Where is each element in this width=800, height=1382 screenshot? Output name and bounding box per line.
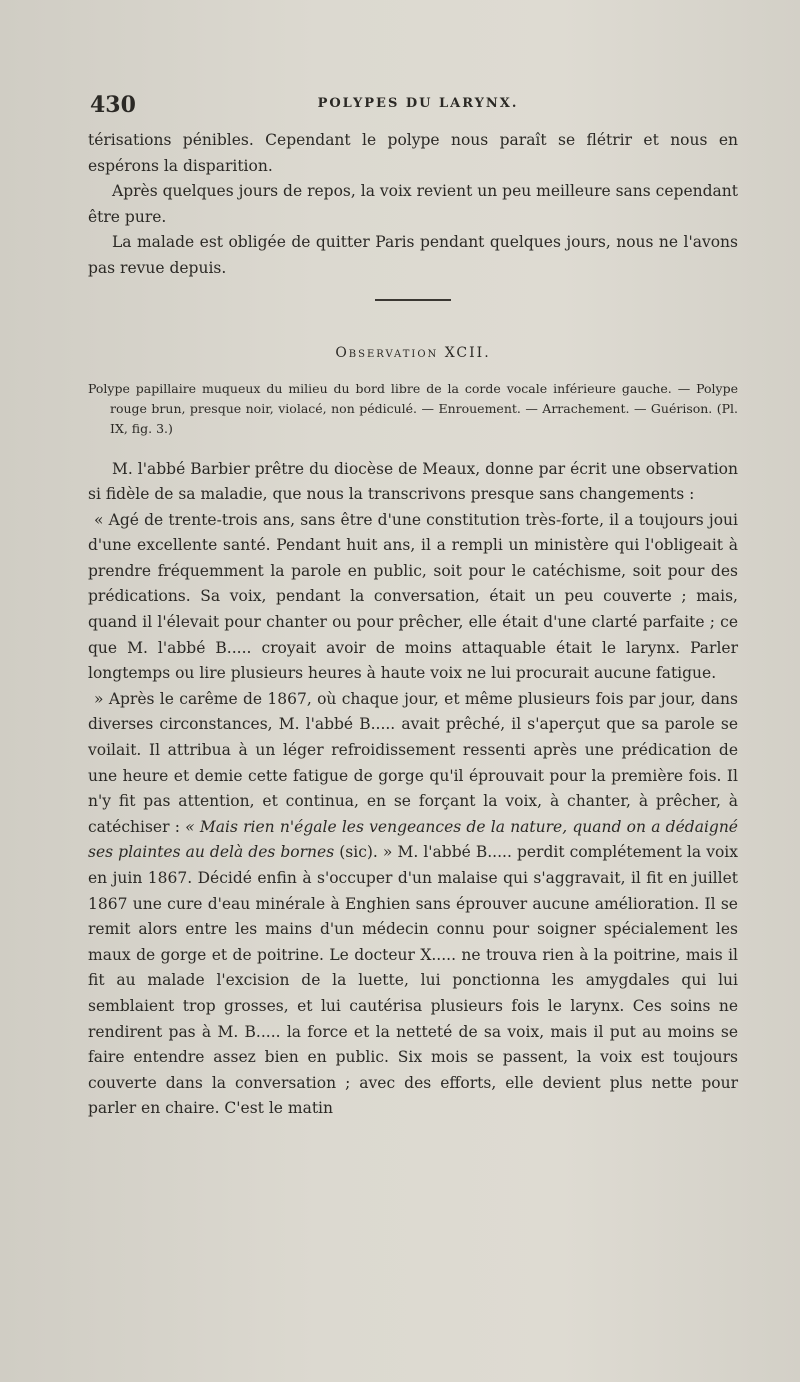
quoted-maxim: « Mais rien n'égale les vengeances de la nature, quand on a dédaigné ses plaintes au delà des bornes — [88, 817, 738, 862]
intro-paragraph-2: Après quelques jours de repos, la voix revient un peu meilleure sans cependant être pure. — [88, 182, 738, 226]
main-paragraph-3-end: (sic). » M. l'abbé B..... perdit complétement la voix en juin 1867. Décidé enfin à s'occuper d'un malaise qui s'aggravait, il fit en juillet 1867 une cure d'eau minérale à Enghien sans éprouver aucune amélioration. Il se remit alors entre les mains d'un médecin connu pour soigner spécialement les maux de gorge et de poitrine. Le docteur X..... ne trouva rien à la poitrine, mais il fit au malade l'excision de la luette, lui ponctionna les amygdales qui lui semblaient trop grosses, et lui cautérisa plusieurs fois le larynx. Ces soins ne rendirent pas à M. B..... la force et la netteté de sa voix, mais il put au moins se faire entendre assez bien en public. Six mois se passent, la voix est toujours couverte dans la conversation ; avec des efforts, elle devient plus nette pour parler en chaire. C'est le matin — [88, 843, 738, 1118]
intro-paragraph-1: térisations pénibles. Cependant le polype nous paraît se flétrir et nous en espérons la disparition. — [88, 131, 738, 175]
section-divider — [375, 299, 451, 301]
page-number: 430 — [90, 92, 136, 118]
main-paragraph-3-start: » Après le carême de 1867, où chaque jour, et même plusieurs fois par jour, dans diverses circonstances, M. l'abbé B..... avait prêché, il s'aperçut que sa parole se voilait. Il attribua à un léger refroidissement ressenti après une prédication de une heure et demie cette fatigue de gorge qu'il éprouvait pour la première fois. Il n'y fit pas attention, et continua, en se forçant la voix, à chanter, à prêcher, à catéchiser : — [88, 689, 738, 836]
main-paragraph-2: « Agé de trente-trois ans, sans être d'une constitution très-forte, il a toujours joui d'une excellente santé. Pendant huit ans, il a rempli un ministère qui l'obligeait à prendre fréquemment la parole en public, soit pour le catéchisme, soit pour des prédications. Sa voix, pendant la conversation, était un peu couverte ; mais, quand il l'élevait pour chanter ou pour prêcher, elle était d'une clarté parfaite ; ce que M. l'abbé B..... croyait avoir de moins attaquable était le larynx. Parler longtemps ou lire plusieurs heures à haute voix ne lui procurait aucune fatigue. — [88, 510, 738, 683]
page-body — [88, 128, 738, 1122]
running-title: POLYPES DU LARYNX. — [317, 96, 519, 111]
intro-paragraph-3: La malade est obligée de quitter Paris pendant quelques jours, nous ne l'avons pas revue depuis. — [88, 233, 738, 277]
page-header — [88, 92, 748, 122]
observation-text — [88, 457, 738, 1122]
main-paragraph-1: M. l'abbé Barbier prêtre du diocèse de Meaux, donne par écrit une observation si fidèle de sa maladie, que nous la transcrivons presque sans changements : — [88, 459, 738, 504]
main-paragraph-3 — [88, 687, 738, 1122]
observation-summary: Polype papillaire muqueux du milieu du bord libre de la corde vocale inférieure gauche. — Polype rouge brun, presque noir, violacé, non pédiculé. — Enrouement. — Arrachement. — Guérison. (Pl. IX, fig. 3.) — [88, 380, 738, 436]
observation-title: Observation XCII. — [335, 345, 491, 361]
